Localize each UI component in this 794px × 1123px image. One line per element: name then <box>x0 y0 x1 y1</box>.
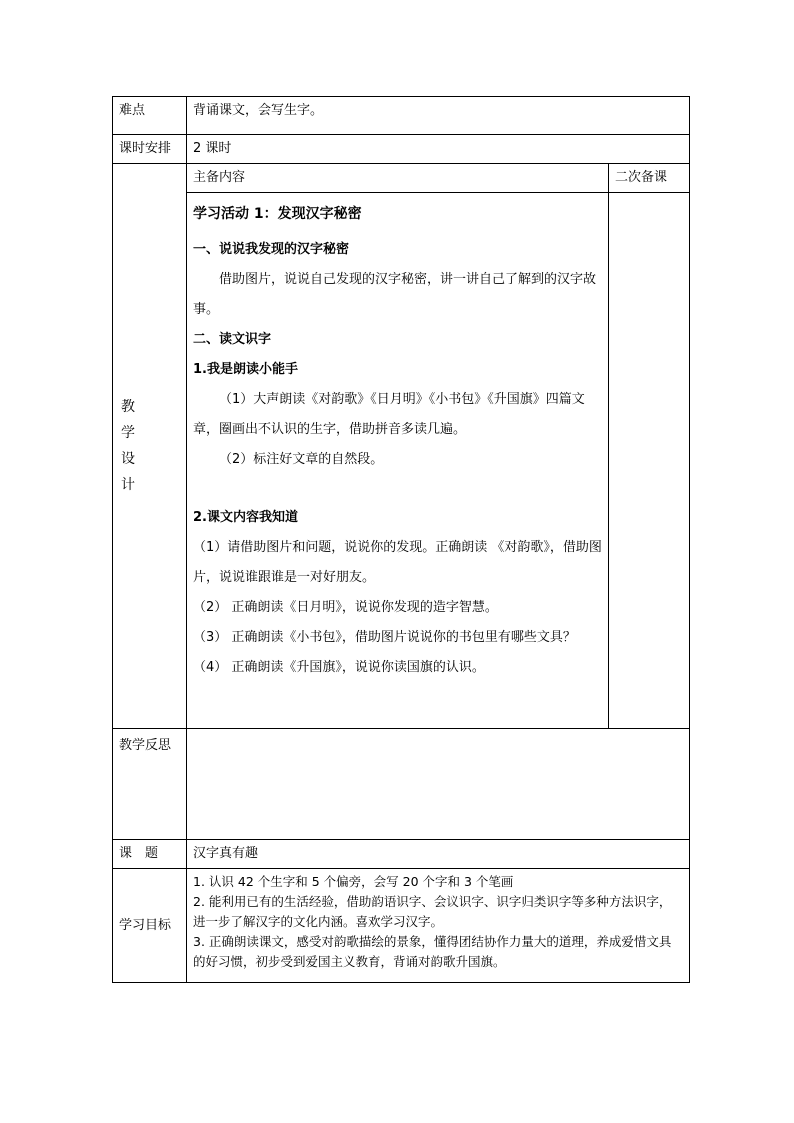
second-prep-content <box>609 193 690 729</box>
design-label-char: 设 <box>121 451 135 467</box>
objective-item: 1. 认识 42 个生字和 5 个偏旁，会写 20 个字和 3 个笔画 <box>193 874 514 889</box>
sub1-item2: （2）标注好文章的自然段。 <box>219 452 384 467</box>
design-body-row <box>113 193 690 729</box>
design-label <box>113 164 187 729</box>
objective-item: 3. 正确朗读课文，感受对韵歌描绘的景象，懂得团结协作力量大的道理，养成爱惜文具的好习惯，初步受到爱国主义教育，背诵对韵歌升国旗。 <box>193 934 672 969</box>
design-header-row <box>113 164 690 193</box>
sub2-item3: （3） 正确朗读《小书包》，借助图片说说你的书包里有哪些文具？ <box>193 630 576 645</box>
reflection-label: 教学反思 <box>113 729 187 840</box>
reflection-value <box>187 729 690 840</box>
design-label-char: 计 <box>121 477 135 493</box>
sub2-item4: （4） 正确朗读《升国旗》，说说你读国旗的认识。 <box>193 660 485 675</box>
sub2-title: 2.课文内容我知道 <box>193 510 298 525</box>
topic-value: 汉字真有趣 <box>187 840 690 869</box>
objectives-label: 学习目标 <box>113 869 187 983</box>
main-content-header: 主备内容 <box>187 164 609 193</box>
reflection-row <box>113 729 690 840</box>
design-label-char: 教 <box>121 399 135 415</box>
difficulty-row <box>113 97 690 135</box>
section2-title: 二、读文识字 <box>193 332 272 347</box>
section1-title: 一、说说我发现的汉字秘密 <box>193 242 350 257</box>
topic-row <box>113 840 690 869</box>
objectives-row <box>113 869 690 983</box>
section1-text: 借助图片，说说自己发现的汉字秘密，讲一讲自己了解到的汉字故事。 <box>193 272 597 317</box>
difficulty-value: 背诵课文，会写生字。 <box>187 97 690 135</box>
sub1-title: 1.我是朗读小能手 <box>193 362 298 377</box>
sub2-item2: （2） 正确朗读《日月明》，说说你发现的造字智慧。 <box>193 600 498 615</box>
sub2-item1: （1）请借助图片和问题，说说你的发现。正确朗读 《对韵歌》，借助图片，说说谁跟谁是一对好朋友。 <box>193 540 602 585</box>
topic-label: 课 题 <box>113 840 187 869</box>
sub1-item1: （1）大声朗读《对韵歌》《日月明》《小书包》《升国旗》四篇文章，圈画出不认识的生字，借助拼音多读几遍。 <box>193 392 585 437</box>
schedule-value: 2 课时 <box>187 135 690 164</box>
schedule-row <box>113 135 690 164</box>
spacer <box>193 475 602 503</box>
difficulty-label: 难点 <box>113 97 187 135</box>
schedule-label: 课时安排 <box>113 135 187 164</box>
design-content <box>187 193 609 729</box>
objective-item: 2. 能利用已有的生活经验，借助韵语识字、会议识字、识字归类识字等多种方法识字，进一步了解汉字的文化内涵。喜欢学习汉字。 <box>193 894 672 929</box>
activity-title: 学习活动 1：发现汉字秘密 <box>193 206 362 222</box>
design-label-char: 学 <box>121 425 135 441</box>
objectives-list <box>187 869 690 983</box>
lesson-plan-table <box>112 96 690 983</box>
second-prep-header: 二次备课 <box>609 164 690 193</box>
